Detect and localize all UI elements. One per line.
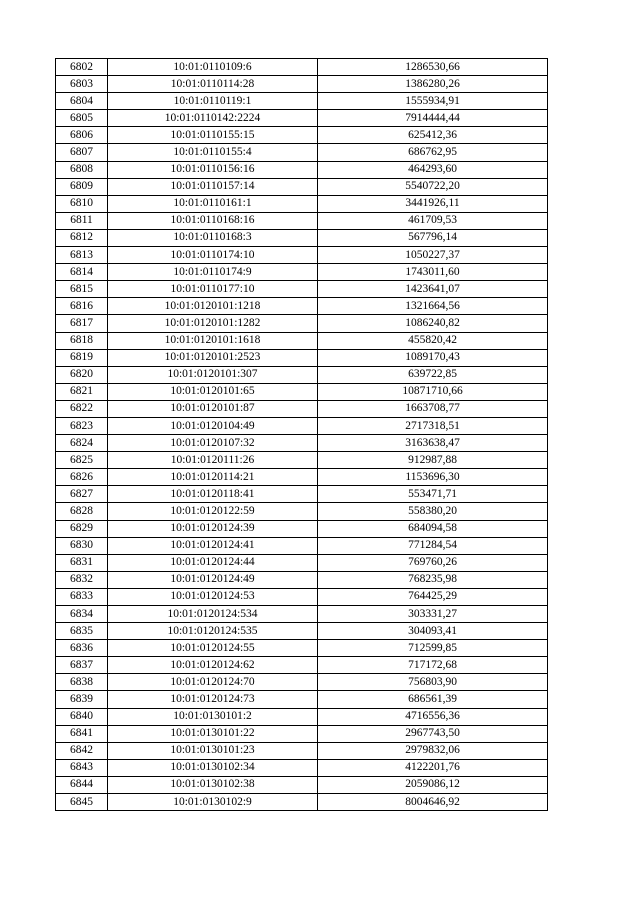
table-row: [56, 640, 548, 657]
table-row: [56, 400, 548, 417]
row-number-cell: 6830: [56, 537, 108, 554]
cadastral-value-cell: 1555934,91: [318, 93, 548, 110]
row-number-cell: 6805: [56, 110, 108, 127]
row-number-cell: 6841: [56, 725, 108, 742]
cadastral-number-cell: 10:01:0120124:44: [108, 554, 318, 571]
row-number-cell: 6828: [56, 503, 108, 520]
cadastral-number-cell: 10:01:0120101:1282: [108, 315, 318, 332]
row-number-cell: 6842: [56, 742, 108, 759]
row-number-cell: 6808: [56, 161, 108, 178]
row-number-cell: 6809: [56, 178, 108, 195]
cadastral-number-cell: 10:01:0130101:23: [108, 742, 318, 759]
cadastral-number-cell: 10:01:0110177:10: [108, 281, 318, 298]
table-row: [56, 571, 548, 588]
cadastral-value-cell: 717172,68: [318, 657, 548, 674]
cadastral-number-cell: 10:01:0110142:2224: [108, 110, 318, 127]
cadastral-value-cell: 686762,95: [318, 144, 548, 161]
table-row: [56, 366, 548, 383]
row-number-cell: 6802: [56, 59, 108, 76]
cadastral-number-cell: 10:01:0110157:14: [108, 178, 318, 195]
row-number-cell: 6843: [56, 759, 108, 776]
row-number-cell: 6810: [56, 195, 108, 212]
cadastral-value-cell: 764425,29: [318, 588, 548, 605]
row-number-cell: 6817: [56, 315, 108, 332]
row-number-cell: 6812: [56, 229, 108, 246]
table-row: [56, 161, 548, 178]
cadastral-value-cell: 684094,58: [318, 520, 548, 537]
row-number-cell: 6819: [56, 349, 108, 366]
cadastral-number-cell: 10:01:0120111:26: [108, 452, 318, 469]
cadastral-value-cell: 686561,39: [318, 691, 548, 708]
cadastral-value-cell: 768235,98: [318, 571, 548, 588]
cadastral-number-cell: 10:01:0120101:2523: [108, 349, 318, 366]
table-row: [56, 554, 548, 571]
cadastral-number-cell: 10:01:0110119:1: [108, 93, 318, 110]
cadastral-number-cell: 10:01:0130102:34: [108, 759, 318, 776]
cadastral-number-cell: 10:01:0120107:32: [108, 435, 318, 452]
table-row: [56, 520, 548, 537]
row-number-cell: 6835: [56, 623, 108, 640]
cadastral-value-cell: 4122201,76: [318, 759, 548, 776]
row-number-cell: 6837: [56, 657, 108, 674]
cadastral-number-cell: 10:01:0120124:70: [108, 674, 318, 691]
cadastral-number-cell: 10:01:0110168:16: [108, 212, 318, 229]
table-row: [56, 503, 548, 520]
table-row: [56, 469, 548, 486]
cadastral-value-cell: 304093,41: [318, 623, 548, 640]
cadastral-value-cell: 558380,20: [318, 503, 548, 520]
table-row: [56, 486, 548, 503]
cadastral-number-cell: 10:01:0120101:87: [108, 400, 318, 417]
table-row: [56, 281, 548, 298]
row-number-cell: 6834: [56, 606, 108, 623]
row-number-cell: 6832: [56, 571, 108, 588]
cadastral-value-cell: 2717318,51: [318, 417, 548, 434]
table-row: [56, 264, 548, 281]
cadastral-number-cell: 10:01:0120124:73: [108, 691, 318, 708]
cadastral-number-cell: 10:01:0110161:1: [108, 195, 318, 212]
row-number-cell: 6816: [56, 298, 108, 315]
cadastral-number-cell: 10:01:0130102:38: [108, 776, 318, 793]
cadastral-number-cell: 10:01:0130102:9: [108, 794, 318, 811]
cadastral-value-cell: 455820,42: [318, 332, 548, 349]
cadastral-number-cell: 10:01:0130101:22: [108, 725, 318, 742]
cadastral-value-cell: 10871710,66: [318, 383, 548, 400]
cadastral-number-cell: 10:01:0110155:15: [108, 127, 318, 144]
cadastral-value-cell: 1321664,56: [318, 298, 548, 315]
cadastral-value-cell: 1050227,37: [318, 247, 548, 264]
table-row: [56, 315, 548, 332]
row-number-cell: 6822: [56, 400, 108, 417]
cadastral-number-cell: 10:01:0120118:41: [108, 486, 318, 503]
cadastral-number-cell: 10:01:0120124:39: [108, 520, 318, 537]
table-row: [56, 195, 548, 212]
table-row: [56, 127, 548, 144]
row-number-cell: 6829: [56, 520, 108, 537]
cadastral-value-cell: 4716556,36: [318, 708, 548, 725]
row-number-cell: 6839: [56, 691, 108, 708]
table-row: [56, 776, 548, 793]
cadastral-value-cell: 769760,26: [318, 554, 548, 571]
table-row: [56, 725, 548, 742]
cadastral-value-cell: 912987,88: [318, 452, 548, 469]
row-number-cell: 6840: [56, 708, 108, 725]
table-row: [56, 59, 548, 76]
cadastral-value-cell: 464293,60: [318, 161, 548, 178]
cadastral-number-cell: 10:01:0120124:534: [108, 606, 318, 623]
cadastral-number-cell: 10:01:0110155:4: [108, 144, 318, 161]
cadastral-number-cell: 10:01:0120101:307: [108, 366, 318, 383]
cadastral-number-cell: 10:01:0120124:62: [108, 657, 318, 674]
cadastral-number-cell: 10:01:0120124:49: [108, 571, 318, 588]
cadastral-value-cell: 1153696,30: [318, 469, 548, 486]
cadastral-number-cell: 10:01:0110174:10: [108, 247, 318, 264]
table-row: [56, 417, 548, 434]
table-row: [56, 349, 548, 366]
table-row: [56, 298, 548, 315]
table-row: [56, 691, 548, 708]
table-row: [56, 93, 548, 110]
table-row: [56, 435, 548, 452]
table-row: [56, 144, 548, 161]
cadastral-value-cell: 567796,14: [318, 229, 548, 246]
table-row: [56, 623, 548, 640]
row-number-cell: 6804: [56, 93, 108, 110]
cadastral-value-cell: 553471,71: [318, 486, 548, 503]
cadastral-value-cell: 625412,36: [318, 127, 548, 144]
cadastral-number-cell: 10:01:0110114:28: [108, 76, 318, 93]
table-row: [56, 247, 548, 264]
table-row: [56, 759, 548, 776]
cadastral-number-cell: 10:01:0110109:6: [108, 59, 318, 76]
table-row: [56, 110, 548, 127]
table-row: [56, 794, 548, 811]
table-row: [56, 178, 548, 195]
row-number-cell: 6803: [56, 76, 108, 93]
table-row: [56, 383, 548, 400]
cadastral-value-cell: 1743011,60: [318, 264, 548, 281]
cadastral-number-cell: 10:01:0110156:16: [108, 161, 318, 178]
row-number-cell: 6844: [56, 776, 108, 793]
row-number-cell: 6818: [56, 332, 108, 349]
table-row: [56, 332, 548, 349]
row-number-cell: 6806: [56, 127, 108, 144]
row-number-cell: 6815: [56, 281, 108, 298]
table-row: [56, 452, 548, 469]
cadastral-value-cell: 7914444,44: [318, 110, 548, 127]
table-row: [56, 588, 548, 605]
cadastral-value-cell: 2059086,12: [318, 776, 548, 793]
table-row: [56, 606, 548, 623]
cadastral-value-cell: 5540722,20: [318, 178, 548, 195]
row-number-cell: 6820: [56, 366, 108, 383]
row-number-cell: 6838: [56, 674, 108, 691]
table-row: [56, 76, 548, 93]
cadastral-number-cell: 10:01:0120101:1218: [108, 298, 318, 315]
row-number-cell: 6813: [56, 247, 108, 264]
row-number-cell: 6833: [56, 588, 108, 605]
cadastral-value-table: [55, 58, 548, 811]
cadastral-value-cell: 461709,53: [318, 212, 548, 229]
table-row: [56, 742, 548, 759]
cadastral-value-cell: 1663708,77: [318, 400, 548, 417]
table-body: [56, 59, 548, 811]
cadastral-value-cell: 771284,54: [318, 537, 548, 554]
row-number-cell: 6826: [56, 469, 108, 486]
row-number-cell: 6811: [56, 212, 108, 229]
cadastral-number-cell: 10:01:0120124:55: [108, 640, 318, 657]
cadastral-number-cell: 10:01:0120101:1618: [108, 332, 318, 349]
cadastral-number-cell: 10:01:0120124:41: [108, 537, 318, 554]
cadastral-number-cell: 10:01:0130101:2: [108, 708, 318, 725]
row-number-cell: 6814: [56, 264, 108, 281]
table-row: [56, 229, 548, 246]
cadastral-value-cell: 1386280,26: [318, 76, 548, 93]
cadastral-value-cell: 1423641,07: [318, 281, 548, 298]
row-number-cell: 6827: [56, 486, 108, 503]
cadastral-number-cell: 10:01:0120124:535: [108, 623, 318, 640]
cadastral-value-cell: 2979832,06: [318, 742, 548, 759]
row-number-cell: 6821: [56, 383, 108, 400]
cadastral-value-cell: 303331,27: [318, 606, 548, 623]
table-row: [56, 674, 548, 691]
cadastral-number-cell: 10:01:0110174:9: [108, 264, 318, 281]
cadastral-value-cell: 1086240,82: [318, 315, 548, 332]
row-number-cell: 6823: [56, 417, 108, 434]
row-number-cell: 6807: [56, 144, 108, 161]
row-number-cell: 6825: [56, 452, 108, 469]
cadastral-value-cell: 3163638,47: [318, 435, 548, 452]
table-row: [56, 212, 548, 229]
cadastral-number-cell: 10:01:0110168:3: [108, 229, 318, 246]
row-number-cell: 6836: [56, 640, 108, 657]
table-row: [56, 708, 548, 725]
cadastral-value-cell: 1089170,43: [318, 349, 548, 366]
cadastral-number-cell: 10:01:0120122:59: [108, 503, 318, 520]
cadastral-value-cell: 712599,85: [318, 640, 548, 657]
cadastral-number-cell: 10:01:0120114:21: [108, 469, 318, 486]
cadastral-value-cell: 639722,85: [318, 366, 548, 383]
row-number-cell: 6831: [56, 554, 108, 571]
table-row: [56, 657, 548, 674]
cadastral-number-cell: 10:01:0120101:65: [108, 383, 318, 400]
row-number-cell: 6824: [56, 435, 108, 452]
cadastral-value-cell: 3441926,11: [318, 195, 548, 212]
cadastral-value-cell: 756803,90: [318, 674, 548, 691]
cadastral-value-cell: 2967743,50: [318, 725, 548, 742]
row-number-cell: 6845: [56, 794, 108, 811]
cadastral-number-cell: 10:01:0120104:49: [108, 417, 318, 434]
cadastral-number-cell: 10:01:0120124:53: [108, 588, 318, 605]
cadastral-value-cell: 1286530,66: [318, 59, 548, 76]
cadastral-value-cell: 8004646,92: [318, 794, 548, 811]
table-row: [56, 537, 548, 554]
